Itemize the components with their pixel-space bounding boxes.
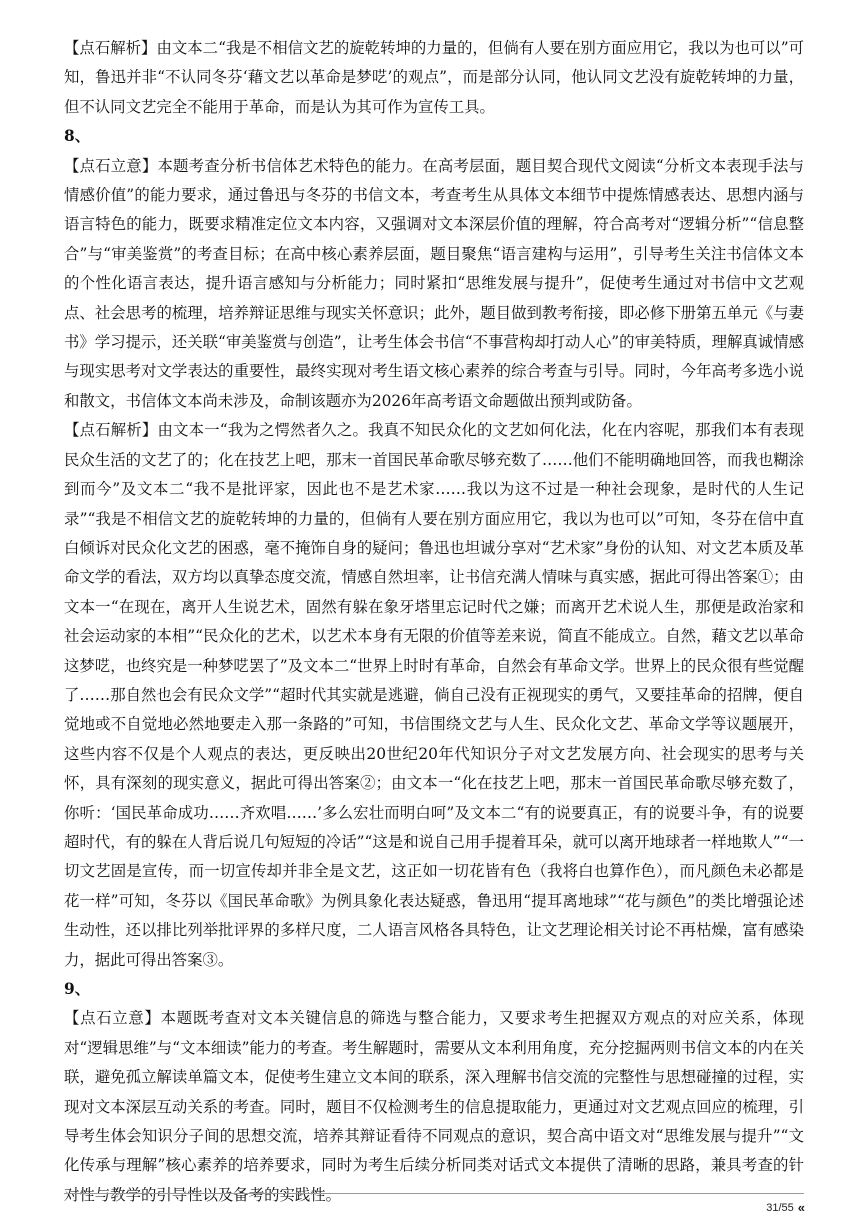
question-number-9: 9、: [64, 980, 91, 998]
question-intent-paragraph: 【点石立意】本题考查分析书信体艺术特色的能力。在高考层面，题目契合现代文阅读“分析文本表现手法与情感价值”的能力要求，通过鲁迅与冬芬的书信文本，考查考生从具体文本细节中提炼情感表达、思想内涵与语言特色的能力，既要求精准定位文本内容，又强调对文本深层价值的理解，符合高考对“逻辑分析”“信息整合”与“审美鉴赏”的考查目标；在高中核心素养层面，题目聚焦“语言建构与运用”，引导考生关注书信体文本的个性化语言表达，提升语言感知与分析能力；同时紧扣“思维发展与提升”，促使考生通过对书信中文艺观点、社会思考的梳理，培养辩证思维与现实关怀意识；此外，题目做到教考衔接，即必修下册第五单元《与妻书》学习提示，还关联“审美鉴赏与创造”，让考生体会书信“不事营构却打动人心”的审美特质，理解真诚情感与现实思考对文学表达的重要性，最终实现对考生语文核心素养的综合考查与引导。同时，今年高考多选小说和散文，书信体文本尚未涉及，命制该题亦为2026年高考语文命题做出预判或防备。: [64, 156, 804, 410]
question-intent-paragraph: 【点石立意】本题既考查对文本关键信息的筛选与整合能力，又要求考生把握双方观点的对应关系，体现对“逻辑思维”与“文本细读”能力的考查。考生解题时，需要从文本利用角度，充分挖掘两则书信文本的内在关联，避免孤立解读单篇文本，促使考生建立文本间的联系，深入理解书信交流的完整性与思想碰撞的过程，实现对文本深层互动关系的考查。同时，题目不仅检测考生的信息提取能力，更通过对文艺观点回应的梳理，引导考生体会知识分子间的思想交流，培养其辩证看待不同观点的意识，契合高中语文对“思维发展与提升”“文化传承与理解”核心素养的培养要求，同时为考生后续分析同类对话式文本提供了清晰的思路，兼具考查的针对性与教学的引导性以及备考的实践性。: [64, 1009, 804, 1204]
chevron-double-left-icon[interactable]: «: [797, 1200, 804, 1215]
answer-analysis-paragraph: 【点石解析】由文本二“我是不相信文艺的旋乾转坤的力量的，但倘有人要在别方面应用它，我以为也可以”可知，鲁迅并非“不认同冬芬‘藉文艺以革命是梦呓’的观点”，而是部分认同，他认同文艺没有旋乾转坤的力量，但不认同文艺完全不能用于革命，而是认为其可作为宣传工具。: [64, 39, 804, 116]
question-number-8: 8、: [64, 127, 91, 146]
footer-divider: [64, 1193, 804, 1194]
document-body: [64, 34, 804, 1210]
page-number: 31/55: [766, 1201, 794, 1214]
page-footer: [766, 1200, 804, 1215]
answer-analysis-paragraph: 【点石解析】由文本一“我为之愕然者久之。我真不知民众化的文艺如何化法，化在内容呢，那我们本有表现民众生活的文艺了的；化在技艺上吧，那末一首国民革命歌尽够充数了……他们不能明确地回答，而我也糊涂到而今”及文本二“我不是批评家，因此也不是艺术家……我以为这不过是一种社会现象，是时代的人生记录”“我是不相信文艺的旋乾转坤的力量的，但倘有人要在别方面应用它，我以为也可以”可知，冬芬在信中直白倾诉对民众化文艺的困惑，毫不掩饰自身的疑问；鲁迅也坦诚分享对“艺术家”身份的认知、对文艺本质及革命文学的看法，双方均以真挚态度交流，情感自然坦率，让书信充满人情味与真实感，据此可得出答案①；由文本一“在现在，离开人生说艺术，固然有躲在象牙塔里忘记时代之嫌；而离开艺术说人生，那便是政治家和社会运动家的本相”“民众化的艺术，以艺术本身有无限的价值等差来说，简直不能成立。自然，藉文艺以革命这梦呓，也终究是一种梦呓罢了”及文本二“世界上时时有革命，自然会有革命文学。世界上的民众很有些觉醒了……那自然也会有民众文学”“超时代其实就是逃避，倘自己没有正视现实的勇气，又要挂革命的招牌，便自觉地或不自觉地必然地要走入那一条路的”可知，书信围绕文艺与人生、民众化文艺、革命文学等议题展开，这些内容不仅是个人观点的表达，更反映出20世纪20年代知识分子对文艺发展方向、社会现实的思考与关怀，具有深刻的现实意义，据此可得出答案②；由文本一“化在技艺上吧，那末一首国民革命歌尽够充数了，你听：‘国民革命成功……齐欢唱……’多么宏壮而明白呵”及文本二“有的说要真正，有的说要斗争，有的说要超时代，有的躲在人背后说几句短短的冷话”“这是和说自己用手提着耳朵，就可以离开地球者一样地欺人”“一切文艺固是宣传，而一切宣传却并非全是文艺，这正如一切花皆有色（我将白也算作色），而凡颜色未必都是花一样”可知，冬芬以《国民革命歌》为例具象化表达疑惑，鲁迅用“提耳离地球”“花与颜色”的类比增强论述生动性，还以排比列举批评界的多样尺度，二人语言风格各具特色，让文艺理论相关讨论不再枯燥，富有感染力，据此可得出答案③。: [64, 421, 804, 969]
